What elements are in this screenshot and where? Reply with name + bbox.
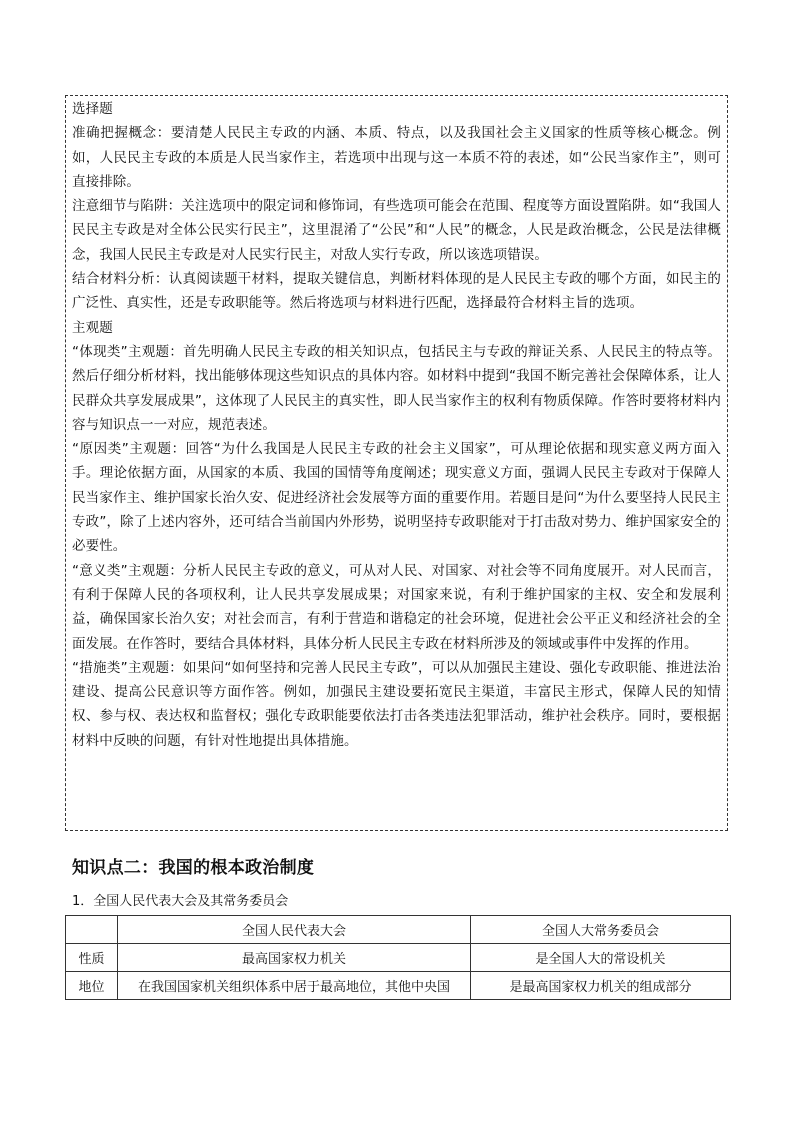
table-row-label: 性质 — [66, 944, 118, 972]
table-header-row — [66, 916, 731, 944]
tip-heading-choice: 选择题 — [72, 101, 113, 117]
tip-paragraph: “体现类”主观题：首先明确人民民主专政的相关知识点，包括民主与专政的辩证关系、人民民主的特点等。然后仔细分析材料，找出能够体现这些知识点的具体内容。如材料中提到“我国不断完善社会保障体系，让人民群众共享发展成果”，这体现了人民民主的真实性，即人民当家作主的权利有物质保障。作答时要将材料内容与知识点一一对应，规范表述。 — [72, 343, 721, 433]
tip-paragraph: 结合材料分析：认真阅读题干材料，提取关键信息，判断材料体现的是人民民主专政的哪个方面，如民主的广泛性、真实性，还是专政职能等。然后将选项与材料进行匹配，选择最符合材料主旨的选项。 — [72, 271, 721, 312]
table-cell: 是最高国家权力机关的组成部分 — [471, 972, 731, 1000]
table-cell: 在我国国家机关组织体系中居于最高地位，其他中央国 — [118, 972, 471, 1000]
table-header-cell: 全国人民代表大会 — [118, 916, 471, 944]
table-header-cell — [66, 916, 118, 944]
section-title: 知识点二：我国的根本政治制度 — [72, 858, 315, 878]
tip-paragraph: 准确把握概念：要清楚人民民主专政的内涵、本质、特点，以及我国社会主义国家的性质等核心概念。例如，人民民主专政的本质是人民当家作主，若选项中出现与这一本质不符的表述，如“公民当家作主”，则可直接排除。 — [72, 125, 721, 190]
table-header-cell: 全国人大常务委员会 — [471, 916, 731, 944]
tip-paragraph: “措施类”主观题：如果问“如何坚持和完善人民民主专政”，可以从加强民主建设、强化专政职能、推进法治建设、提高公民意识等方面作答。例如，加强民主建设要拓宽民主渠道，丰富民主形式，保障人民的知情权、参与权、表达权和监督权；强化专政职能要依法打击各类违法犯罪活动，维护社会秩序。同时，要根据材料中反映的问题，有针对性地提出具体措施。 — [72, 659, 721, 749]
tip-paragraph: “原因类”主观题：回答“为什么我国是人民民主专政的社会主义国家”，可从理论依据和现实意义两方面入手。理论依据方面，从国家的本质、我国的国情等角度阐述；现实意义方面，强调人民民主专政对于保障人民当家作主、维护国家长治久安、促进经济社会发展等方面的重要作用。若题目是问“为什么要坚持人民民主专政”，除了上述内容外，还可结合当前国内外形势，说明坚持专政职能对于打击敌对势力、维护国家安全的必要性。 — [72, 441, 721, 555]
table-cell: 是全国人大的常设机关 — [471, 944, 731, 972]
tip-paragraph: “意义类”主观题：分析人民民主专政的意义，可从对人民、对国家、对社会等不同角度展开。对人民而言，有利于保障人民的各项权利，让人民共享发展成果；对国家来说，有利于维护国家的主权、安全和发展利益，确保国家长治久安；对社会而言，有利于营造和谐稳定的社会环境，促进社会公平正义和经济社会的全面发展。在作答时，要结合具体材料，具体分析人民民主专政在材料所涉及的领域或事件中发挥的作用。 — [72, 562, 721, 652]
comparison-table — [65, 915, 731, 1000]
section-subtitle: 1．全国人民代表大会及其常务委员会 — [72, 894, 289, 909]
table-row — [66, 972, 731, 1000]
exam-tips-box — [65, 95, 728, 831]
tip-heading-subjective: 主观题 — [72, 319, 113, 336]
tip-paragraph: 注意细节与陷阱：关注选项中的限定词和修饰词，有些选项可能会在范围、程度等方面设置陷阱。如“我国人民民主专政是对全体公民实行民主”，这里混淆了“公民”和“人民”的概念，人民是政治概念，公民是法律概念，我国人民民主专政是对人民实行民主，对敌人实行专政，所以该选项错误。 — [72, 198, 721, 263]
table-row-label: 地位 — [66, 972, 118, 1000]
table-row — [66, 944, 731, 972]
table-cell: 最高国家权力机关 — [118, 944, 471, 972]
